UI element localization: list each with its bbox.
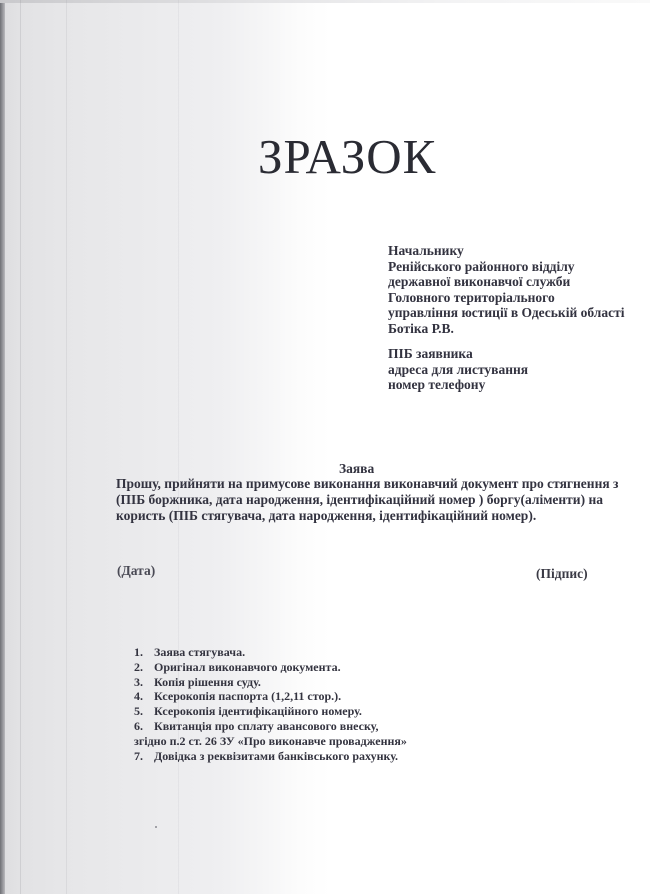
scan-artifact-line — [20, 0, 21, 894]
attachment-text: Довідка з реквізитами банківського рахунку. — [154, 748, 399, 763]
attachment-number: 3. — [134, 674, 143, 689]
addressee-line: державної виконавчої служби — [388, 274, 571, 290]
attachment-item — [134, 660, 407, 675]
attachment-text: Оригінал виконавчого документа. — [154, 659, 341, 674]
signature-label: (Підпис) — [536, 566, 588, 581]
statement-heading: Заява — [339, 461, 375, 476]
attachment-text: Заява стягувача. — [154, 645, 246, 659]
attachment-item — [134, 749, 407, 764]
scan-speck — [155, 826, 157, 828]
scan-top-edge — [0, 0, 650, 3]
attachment-text: Ксерокопія паспорта (1,2,11 стор.). — [154, 689, 342, 704]
statement-body — [116, 476, 619, 524]
date-label: (Дата) — [117, 563, 156, 578]
attachment-text: Копія рішення суду. — [154, 674, 261, 689]
scan-left-edge — [0, 0, 5, 894]
applicant-line: ПІБ заявника — [388, 346, 473, 361]
applicant-line: номер телефону — [388, 377, 486, 393]
addressee-line: управління юстиції в Одеській області — [388, 305, 625, 321]
applicant-line: адреса для листування — [388, 361, 529, 377]
attachment-item — [134, 645, 407, 660]
addressee-block — [388, 243, 624, 337]
statement-body-line: Прошу, прийняти на примусове виконання виконавчий документ про стягнення з — [116, 476, 619, 491]
attachment-number: 6. — [134, 718, 143, 733]
attachment-item — [134, 675, 407, 690]
addressee-line: Ренійського районного відділу — [388, 258, 575, 274]
attachment-item — [134, 704, 407, 719]
attachment-number: 7. — [134, 748, 143, 763]
attachment-number: 2. — [134, 659, 143, 674]
attachment-item — [134, 719, 407, 749]
scan-artifact-line — [66, 0, 67, 894]
addressee-line: Начальнику — [388, 243, 464, 258]
attachment-number: 1. — [134, 645, 143, 659]
attachment-text: Квитанція про сплату авансового внеску, — [154, 718, 379, 733]
statement-body-line: (ПІБ боржника, дата народження, ідентифікаційний номер ) боргу(аліменти) на — [116, 492, 603, 507]
attachments-list — [134, 645, 407, 763]
attachment-number: 5. — [134, 704, 143, 719]
attachment-text: Ксерокопія ідентифікаційного номеру. — [154, 704, 362, 719]
attachment-continuation: згідно п.2 ст. 26 ЗУ «Про виконавче провадження» — [134, 733, 407, 748]
attachment-item — [134, 689, 407, 704]
document-title: ЗРАЗОК — [258, 129, 437, 184]
addressee-line: Головного територіального — [388, 289, 555, 305]
applicant-block — [388, 346, 528, 393]
addressee-line: Ботіка Р.В. — [388, 320, 454, 336]
attachment-number: 4. — [134, 689, 143, 704]
statement-body-line: користь (ПІБ стягувача, дата народження, ідентифікаційний номер). — [116, 508, 537, 523]
